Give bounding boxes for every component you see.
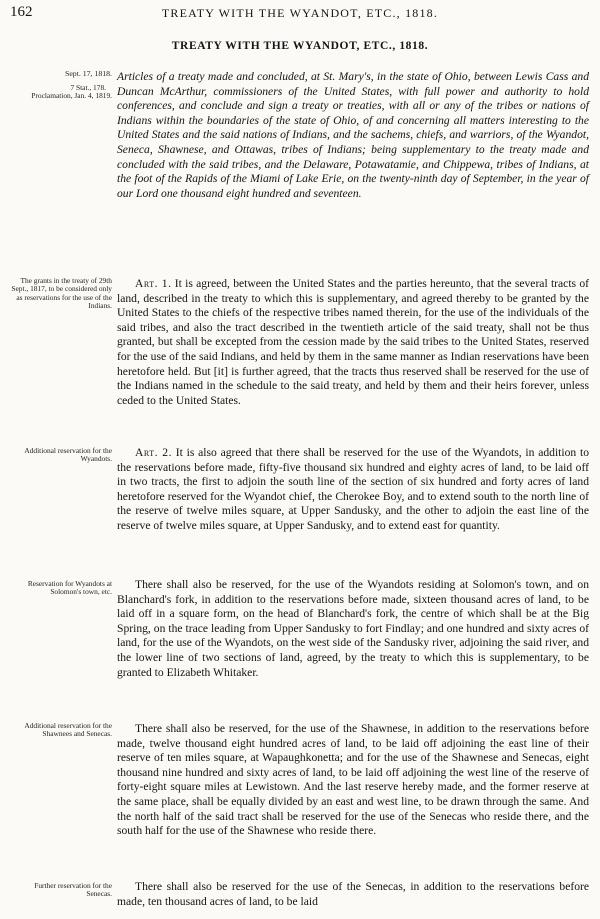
article-2-text: It is also agreed that there shall be reserved for the use of the Wyandots, in addition to the reservations before made, fifty-five thousand six hundred and eighty acres of land, to be laid off in two tracts, the first to adjoin the south line of the section of six hundred and forty acres of land heretofore reserved for the Wyandot chief, the Cherokee Boy, and to extend south to the north line of the reserve of twelve miles square, at Upper Sandusky, and the other to adjoin the east line of the reserve of twelve miles square, at Upper Sandusky, and to extend east for quantity. (117, 446, 590, 532)
margin-note-para4: Additional reservation for the Shawnees and Senecas. (24, 721, 112, 739)
article-2-paragraph (117, 446, 589, 534)
article-2-label: Art. 2. (135, 446, 172, 459)
margin-note-statutes: 7 Stat., 178. (70, 83, 106, 92)
margin-note-proclamation: Proclamation, Jan. 4, 1819. (31, 91, 112, 100)
running-title: TREATY WITH THE WYANDOT, ETC., 1818. (161, 6, 439, 20)
margin-note-para3: Reservation for Wyandots at Solomon's town, etc. (27, 579, 112, 597)
article-1-text: It is agreed, between the United States and the parties hereunto, that the several tracts of land, described in the treaty to which this is supplementary, and agreed thereby to be granted by the United States to the chiefs of the respective tribes named therein, for the use of the individuals of the said tribes, and also the tract described in the twentieth article of the said treaty, shall not be thus granted, but shall be excepted from the cession made by the said tribes to the United States, reserved for the use of the said Indians, and held by them in the same manner as Indian reservations have been heretofore held. But [it] is further agreed, that the tracts thus reserved shall be reserved for the use of the Indians named in the schedule to the said treaty, and held by them and their heirs forever, unless ceded to the United States. (117, 277, 589, 407)
margin-note-date: Sept. 17, 1818. (65, 69, 112, 78)
margin-note-art2: Additional reservation for the Wyandots. (24, 446, 112, 464)
senecas-further-paragraph: There shall also be reserved for the use of the Senecas, in addition to the reservations before made, ten thousand acres of land, to be laid (117, 880, 589, 908)
page-number: 162 (10, 4, 33, 20)
preamble-paragraph: Articles of a treaty made and concluded, at St. Mary's, in the state of Ohio, between Lewis Cass and Duncan McArthur, commissioners of the United States, with full power and authority to hold conferences, and conclude and sign a treaty or treaties, with all or any of the tribes or nations of Indians within the boundaries of the state of Ohio, of and concerning all matters interesting to the United States and the said nations of Indians, and the sachems, chiefs, and warriors, of the Wyandot, Seneca, Shawnese, and Ottawas, tribes of Indians; being supplementary to the treaty made and concluded with the said tribes, and the Delaware, Potawatamie, and Chippewa, tribes of Indians, at the foot of the Rapids of the Miami of Lake Erie, on the twenty-ninth day of September, in the year of our Lord one thousand eight hundred and seventeen. (117, 70, 589, 200)
margin-note-art1: The grants in the treaty of 29th Sept., 1817, to be considered only as reservations for the use of the Indians. (11, 276, 112, 311)
article-1-label: Art. 1. (135, 277, 172, 290)
treaty-title: TREATY WITH THE WYANDOT, ETC., 1818. (171, 40, 429, 52)
running-header (10, 4, 590, 24)
article-1-paragraph (117, 277, 589, 408)
shawnese-senecas-paragraph: There shall also be reserved, for the use of the Shawnese, in addition to the reservations before made, twelve thousand eight hundred acres of land, to be laid off adjoining the east line of their reserve of ten miles square, at Wapaughkonetta; and for the use of the Shawnese and Senecas, eight thousand nine hundred and sixty acres of land, to be laid off adjoining the west line of the reserve of forty-eight square miles at Lewistown. And the last reserve hereby made, and the former reserve at the same place, shall be equally divided by an east and west line, to be drawn through the same. And the north half of the said tract shall be reserved for the use of the Senecas who reside there, and the south half for the use of the Shawnese who reside there. (117, 722, 589, 838)
wyandot-solomons-town-paragraph: There shall also be reserved, for the use of the Wyandots residing at Solomon's town, and on Blanchard's fork, in addition to the reservations before made, sixteen thousand acres of land, to be laid off in a square form, on the head of Blanchard's fork, the centre of which shall be at the Big Spring, on the trace leading from Upper Sandusky to fort Findlay; and one hundred and sixty acres of land, for the use of the Wyandots, on the west side of the Sandusky river, adjoining the said river, and the lower line of two sections of land, agreed, by the treaty to which this is supplementary, to be granted to Elizabeth Whitaker. (117, 578, 589, 679)
margin-note-para5: Further reservation for the Senecas. (34, 881, 112, 899)
